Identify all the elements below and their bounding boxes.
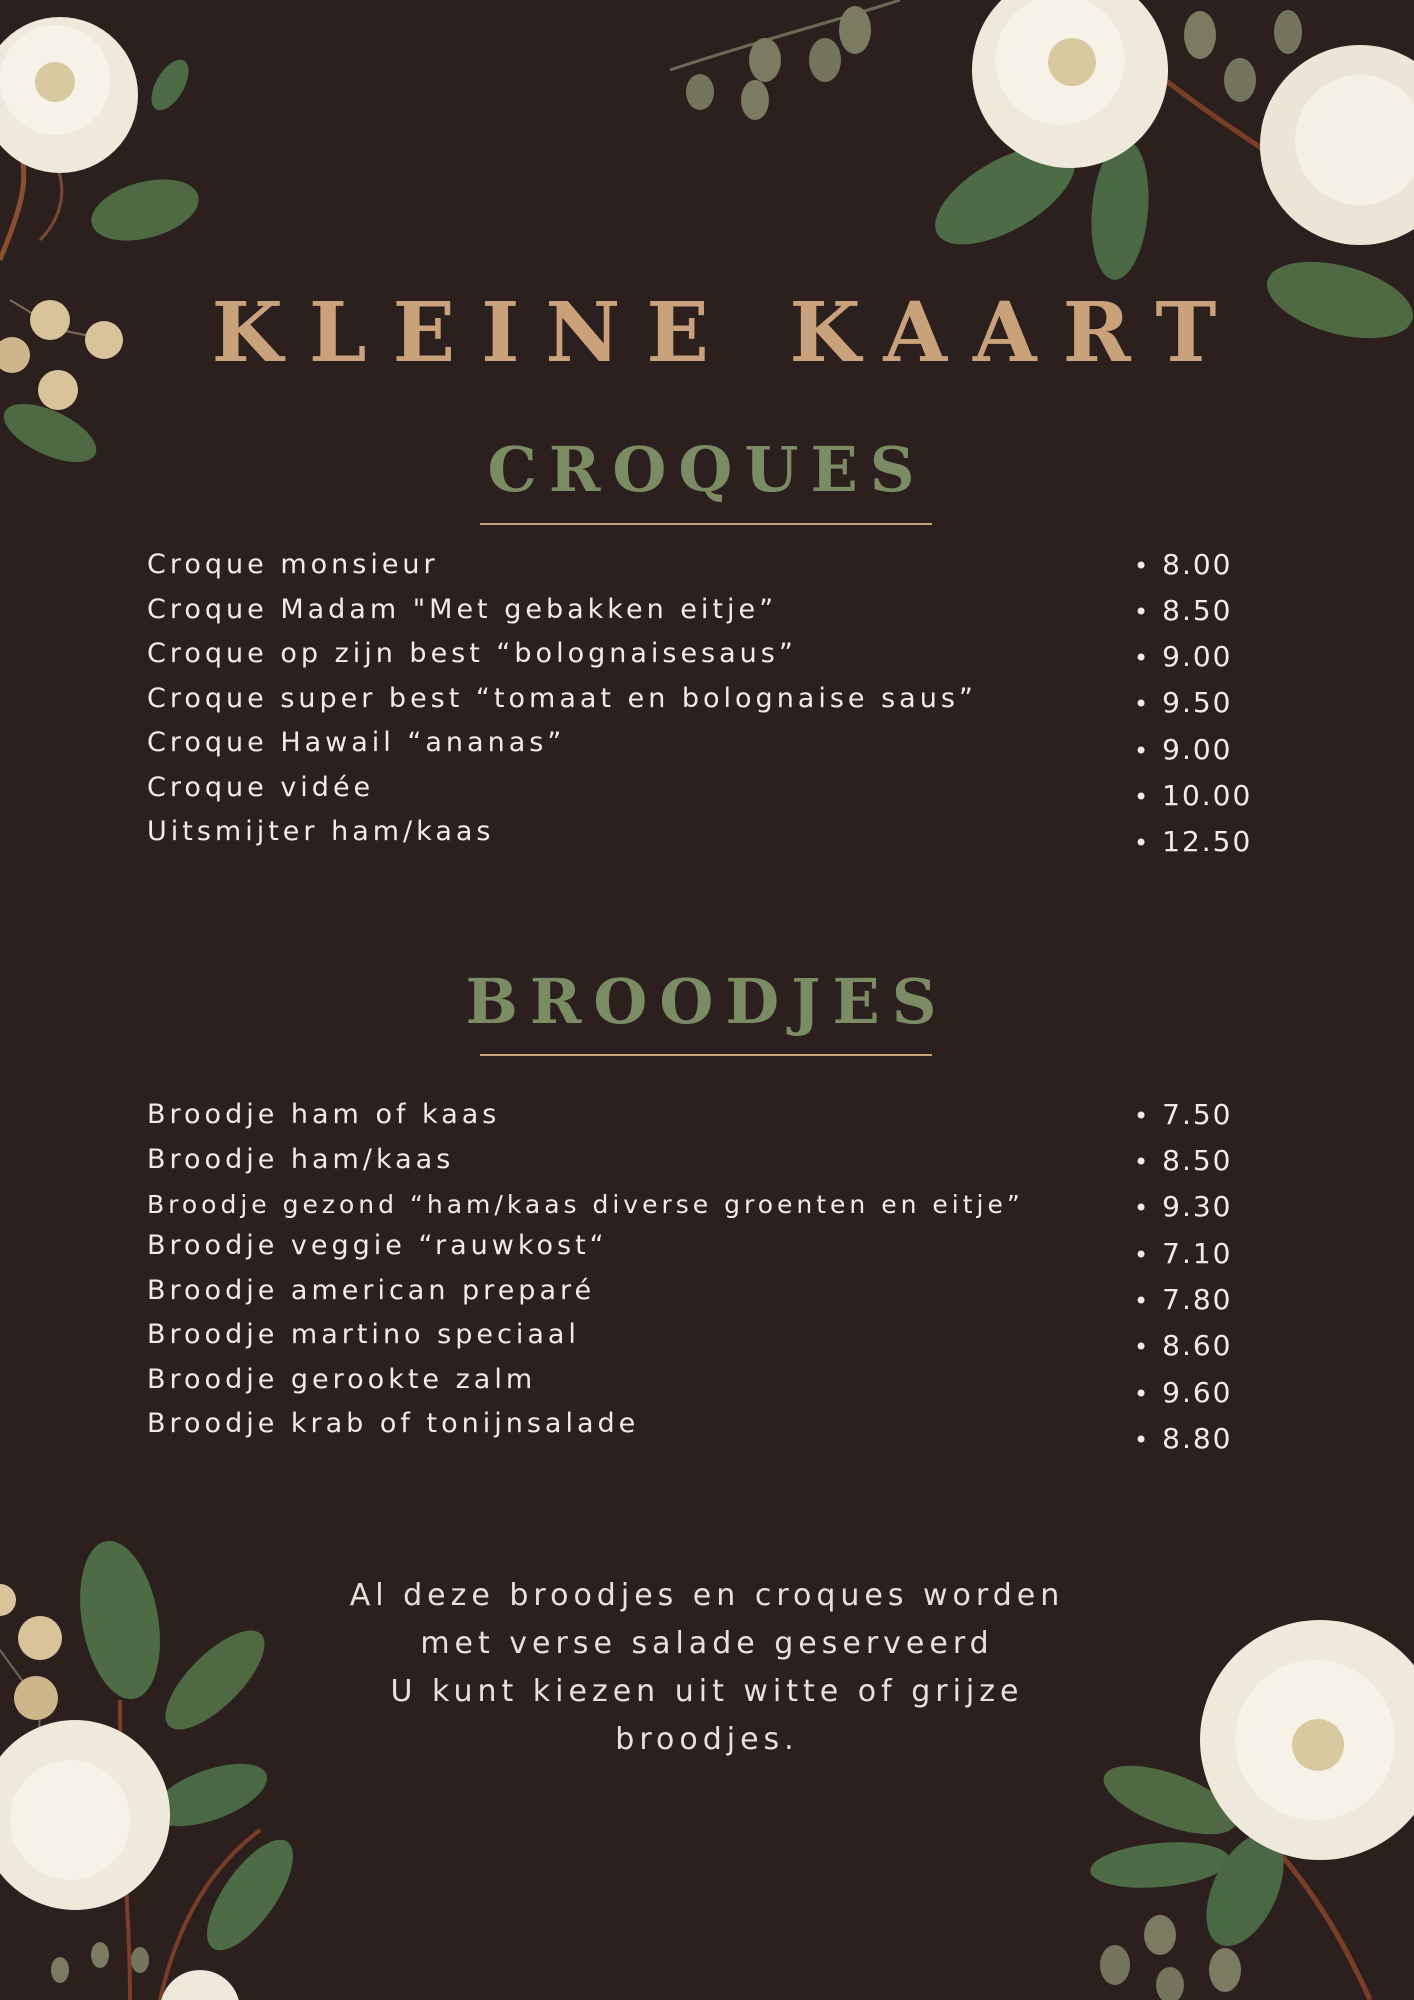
bullet-icon: • xyxy=(1134,1426,1151,1454)
price-value: 12.50 xyxy=(1162,825,1253,858)
bullet-icon: • xyxy=(1134,1333,1151,1361)
menu-item-name: Broodje ham/kaas xyxy=(147,1144,455,1175)
price-value: 7.10 xyxy=(1162,1237,1233,1270)
floral-decoration-top-left xyxy=(0,0,200,470)
menu-item-price xyxy=(1134,594,1233,629)
menu-item-name: Uitsmijter ham/kaas xyxy=(147,816,495,847)
footer-line: U kunt kiezen uit witte of grijze xyxy=(390,1674,1024,1709)
menu-title: KLEINE KAART xyxy=(211,285,1243,381)
menu-item-name: Croque monsieur xyxy=(147,549,439,580)
footer-line: broodjes. xyxy=(615,1722,799,1757)
bullet-icon: • xyxy=(1134,552,1151,580)
menu-item-name: Croque op zijn best “bolognaisesaus” xyxy=(147,638,797,669)
price-value: 9.50 xyxy=(1162,686,1233,719)
menu-item-name: Broodje gezond “ham/kaas diverse groenten en eitje” xyxy=(147,1190,1024,1219)
bullet-icon: • xyxy=(1134,737,1151,765)
menu-item-name: Broodje gerookte zalm xyxy=(147,1364,537,1395)
bullet-icon: • xyxy=(1134,829,1151,857)
bullet-icon: • xyxy=(1134,1380,1151,1408)
menu-item-price xyxy=(1134,779,1252,814)
bullet-icon: • xyxy=(1134,1241,1151,1269)
menu-item-price xyxy=(1134,1144,1233,1179)
menu-item-price xyxy=(1134,1283,1233,1318)
footer-line: met verse salade geserveerd xyxy=(420,1626,994,1661)
menu-item-price xyxy=(1134,1422,1233,1457)
menu-item-name: Broodje martino speciaal xyxy=(147,1319,580,1350)
menu-item-name: Croque Madam "Met gebakken eitje” xyxy=(147,594,778,625)
section-heading-croques: CROQUES xyxy=(487,433,927,506)
menu-item-price xyxy=(1134,1237,1233,1272)
footer-line: Al deze broodjes en croques worden xyxy=(349,1578,1065,1613)
price-value: 8.00 xyxy=(1162,548,1233,581)
price-value: 9.00 xyxy=(1162,640,1233,673)
price-value: 8.60 xyxy=(1162,1329,1233,1362)
section-divider-broodjes xyxy=(480,1054,932,1056)
price-value: 10.00 xyxy=(1162,779,1253,812)
bullet-icon: • xyxy=(1134,644,1151,672)
footer-note xyxy=(0,1572,1414,1764)
menu-item-name: Broodje krab of tonijnsalade xyxy=(147,1408,640,1439)
menu-item-price xyxy=(1134,1098,1233,1133)
price-value: 7.80 xyxy=(1162,1283,1233,1316)
menu-item-name: Croque vidée xyxy=(147,772,375,803)
menu-item-name: Croque Hawail “ananas” xyxy=(147,727,566,758)
price-value: 8.80 xyxy=(1162,1422,1233,1455)
menu-item-name: Broodje american preparé xyxy=(147,1275,596,1306)
menu-item-price xyxy=(1134,548,1233,583)
menu-item-price xyxy=(1134,825,1252,860)
bullet-icon: • xyxy=(1134,1287,1151,1315)
menu-item-name: Broodje veggie “rauwkost“ xyxy=(147,1230,608,1261)
section-heading-broodjes: BROODJES xyxy=(465,965,949,1038)
bullet-icon: • xyxy=(1134,1102,1151,1130)
bullet-icon: • xyxy=(1134,783,1151,811)
bullet-icon: • xyxy=(1134,1194,1151,1222)
section-divider-croques xyxy=(480,523,932,525)
menu-item-price xyxy=(1134,733,1233,768)
price-value: 9.30 xyxy=(1162,1190,1233,1223)
price-value: 9.60 xyxy=(1162,1376,1233,1409)
price-value: 7.50 xyxy=(1162,1098,1233,1131)
bullet-icon: • xyxy=(1134,1148,1151,1176)
price-value: 8.50 xyxy=(1162,594,1233,627)
price-value: 8.50 xyxy=(1162,1144,1233,1177)
price-value: 9.00 xyxy=(1162,733,1233,766)
menu-item-price xyxy=(1134,686,1233,721)
bullet-icon: • xyxy=(1134,598,1151,626)
menu-item-price xyxy=(1134,1329,1233,1364)
menu-item-price xyxy=(1134,1376,1233,1411)
menu-item-name: Broodje ham of kaas xyxy=(147,1099,501,1130)
bullet-icon: • xyxy=(1134,690,1151,718)
menu-item-name: Croque super best “tomaat en bolognaise saus” xyxy=(147,683,977,714)
menu-item-price xyxy=(1134,1190,1233,1225)
menu-item-price xyxy=(1134,640,1233,675)
